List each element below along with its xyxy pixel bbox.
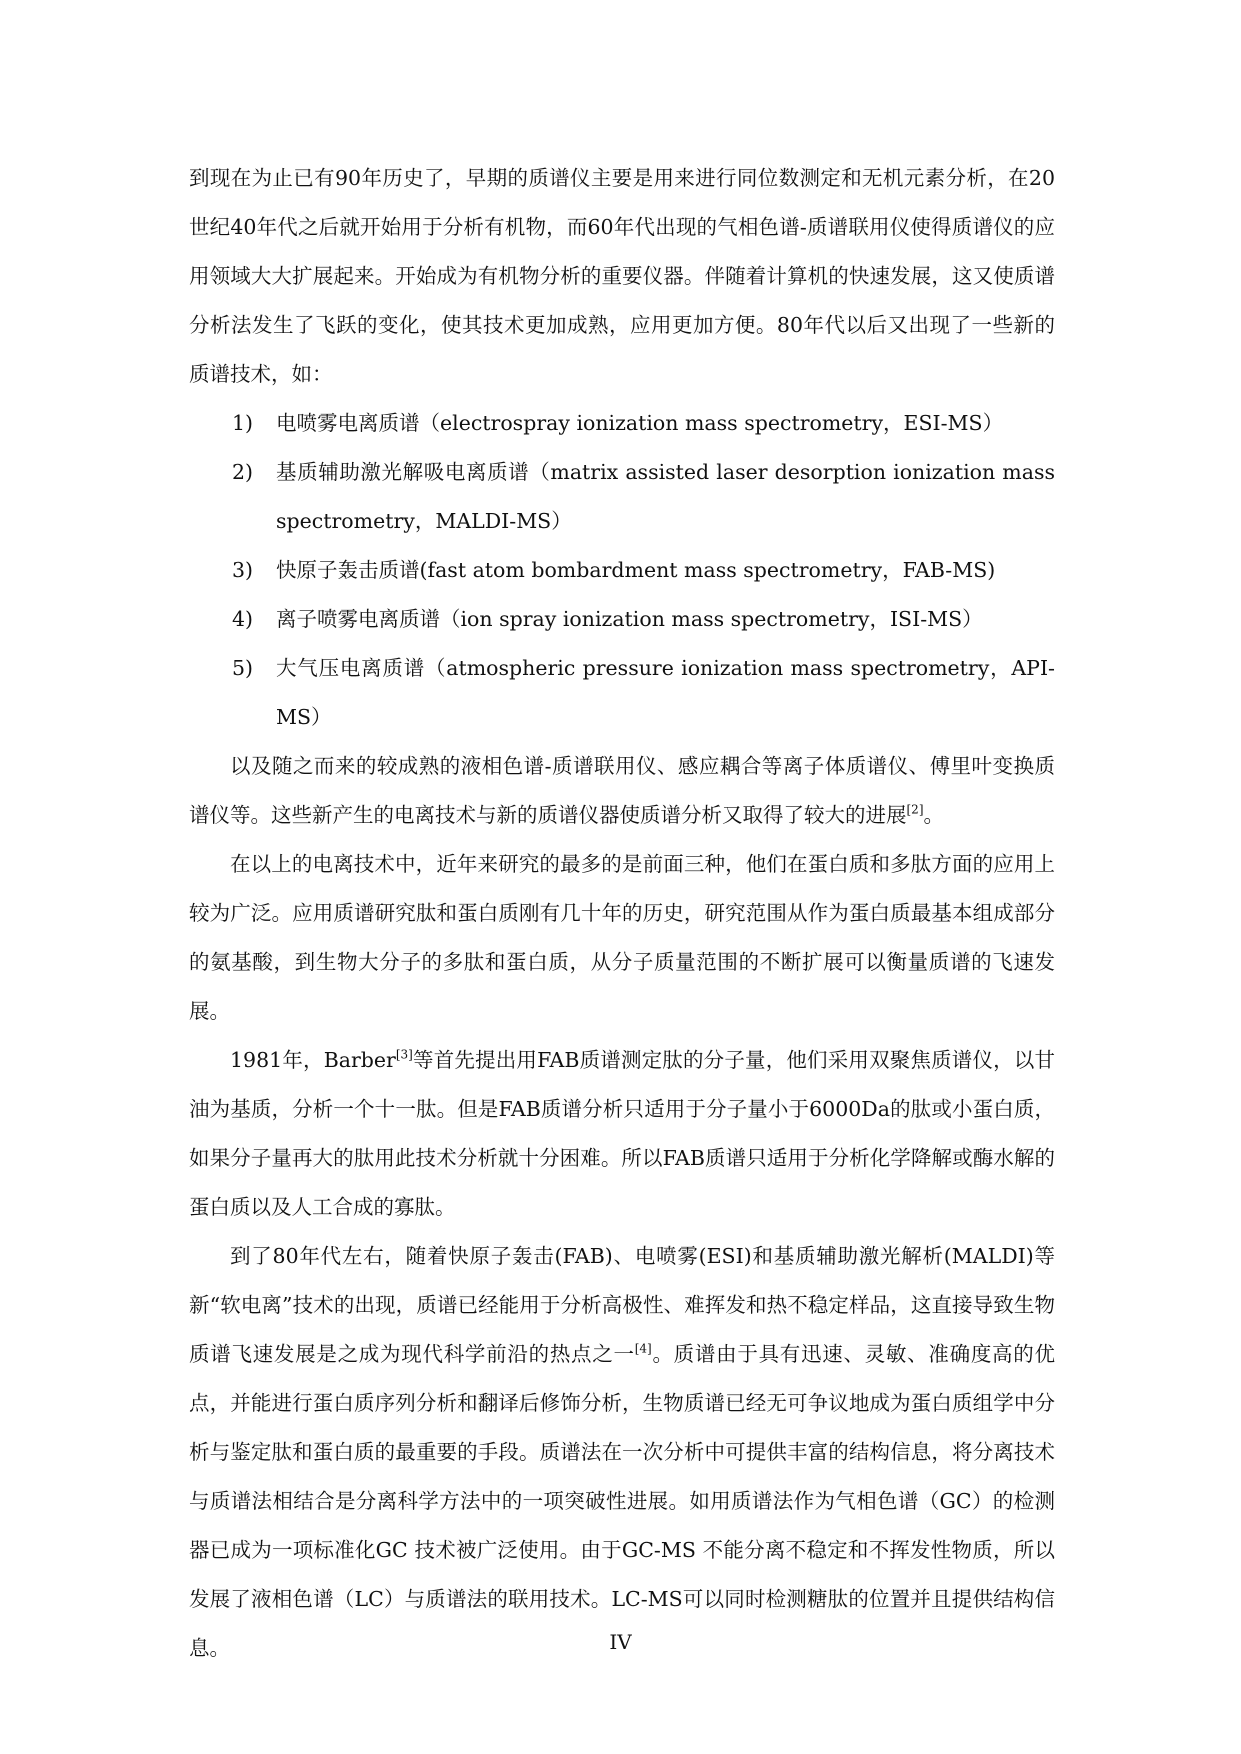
list-item — [189, 448, 1055, 546]
paragraph-new-instruments — [189, 742, 1055, 840]
paragraph-ionization-applications: 在以上的电离技术中，近年来研究的最多的是前面三种，他们在蛋白质和多肽方面的应用上较为广泛。应用质谱研究肽和蛋白质刚有几十年的历史，研究范围从作为蛋白质最基本组成部分的氨基酸，到生物大分子的多肽和蛋白质，从分子质量范围的不断扩展可以衡量质谱的飞速发展。 — [189, 852, 1055, 1023]
paragraph-fab-history — [189, 1036, 1055, 1232]
list-item-number: 2) — [232, 460, 254, 484]
list-item-text: 大气压电离质谱（atmospheric pressure ionization mass spectrometry，API-MS） — [276, 656, 1055, 729]
paragraph-history: 到现在为止已有90年历史了，早期的质谱仪主要是用来进行同位数测定和无机元素分析，在20世纪40年代之后就开始用于分析有机物，而60年代出现的气相色谱-质谱联用仪使得质谱仪的应用领域大大扩展起来。开始成为有机物分析的重要仪器。伴随着计算机的快速发展，这又使质谱分析法发生了飞跃的变化，使其技术更加成熟，应用更加方便。80年代以后又出现了一些新的质谱技术，如： — [189, 166, 1055, 386]
list-item — [189, 399, 1055, 448]
paragraph-text: 到了80年代左右，随着快原子轰击(FAB)、电喷雾(ESI)和基质辅助激光解析(MALDI)等新“软电离”技术的出现，质谱已经能用于分析高极性、难挥发和热不稳定样品，这直接导致生物质谱飞速发展是之成为现代科学前沿的热点之一 — [189, 1244, 1055, 1366]
citation-ref: [4] — [634, 1341, 652, 1356]
list-item — [189, 595, 1055, 644]
paragraph-soft-ionization — [189, 1232, 1055, 1673]
citation-ref: [3] — [395, 1047, 413, 1062]
paragraph-text: 。 — [923, 803, 944, 827]
list-item-text: 离子喷雾电离质谱（ion spray ionization mass spectrometry，ISI-MS） — [276, 607, 983, 631]
list-item-number: 5) — [232, 656, 254, 680]
list-item-number: 1) — [232, 411, 254, 435]
list-item-number: 3) — [232, 558, 254, 582]
paragraph-text: 以及随之而来的较成熟的液相色谱-质谱联用仪、感应耦合等离子体质谱仪、傅里叶变换质谱仪等。这些新产生的电离技术与新的质谱仪器使质谱分析又取得了较大的进展 — [189, 754, 1055, 827]
citation-ref: [2] — [906, 802, 924, 817]
body-text — [189, 154, 1055, 1673]
list-item — [189, 644, 1055, 742]
page-number: IV — [609, 1630, 632, 1654]
paragraph-text: 1981年，Barber — [230, 1048, 396, 1072]
paragraph-text: 。质谱由于具有迅速、灵敏、准确度高的优点，并能进行蛋白质序列分析和翻译后修饰分析，生物质谱已经无可争议地成为蛋白质组学中分析与鉴定肽和蛋白质的最重要的手段。质谱法在一次分析中可提供丰富的结构信息，将分离技术与质谱法相结合是分离科学方法中的一项突破性进展。如用质谱法作为气相色谱（GC）的检测器已成为一项标准化GC 技术被广泛使用。由于GC-MS 不能分离不稳定和不挥发性物质，所以发展了液相色谱（LC）与质谱法的联用技术。LC-MS可以同时检测糖肽的位置并且提供结构信息。 — [189, 1342, 1056, 1660]
list-item — [189, 546, 1055, 595]
list-item-text: 基质辅助激光解吸电离质谱（matrix assisted laser desorption ionization mass spectrometry，MALDI-MS） — [276, 460, 1055, 533]
list-item-text: 快原子轰击质谱(fast atom bombardment mass spectrometry，FAB-MS) — [276, 558, 996, 582]
paragraph-text: 等首先提出用FAB质谱测定肽的分子量，他们采用双聚焦质谱仪，以甘油为基质，分析一个十一肽。但是FAB质谱分析只适用于分子量小于6000Da的肽或小蛋白质，如果分子量再大的肽用此技术分析就十分困难。所以FAB质谱只适用于分析化学降解或酶水解的蛋白质以及人工合成的寡肽。 — [189, 1048, 1056, 1219]
list-item-text: 电喷雾电离质谱（electrospray ionization mass spectrometry，ESI-MS） — [276, 411, 1004, 435]
list-item-number: 4) — [232, 607, 254, 631]
ionization-technique-list — [189, 399, 1055, 742]
